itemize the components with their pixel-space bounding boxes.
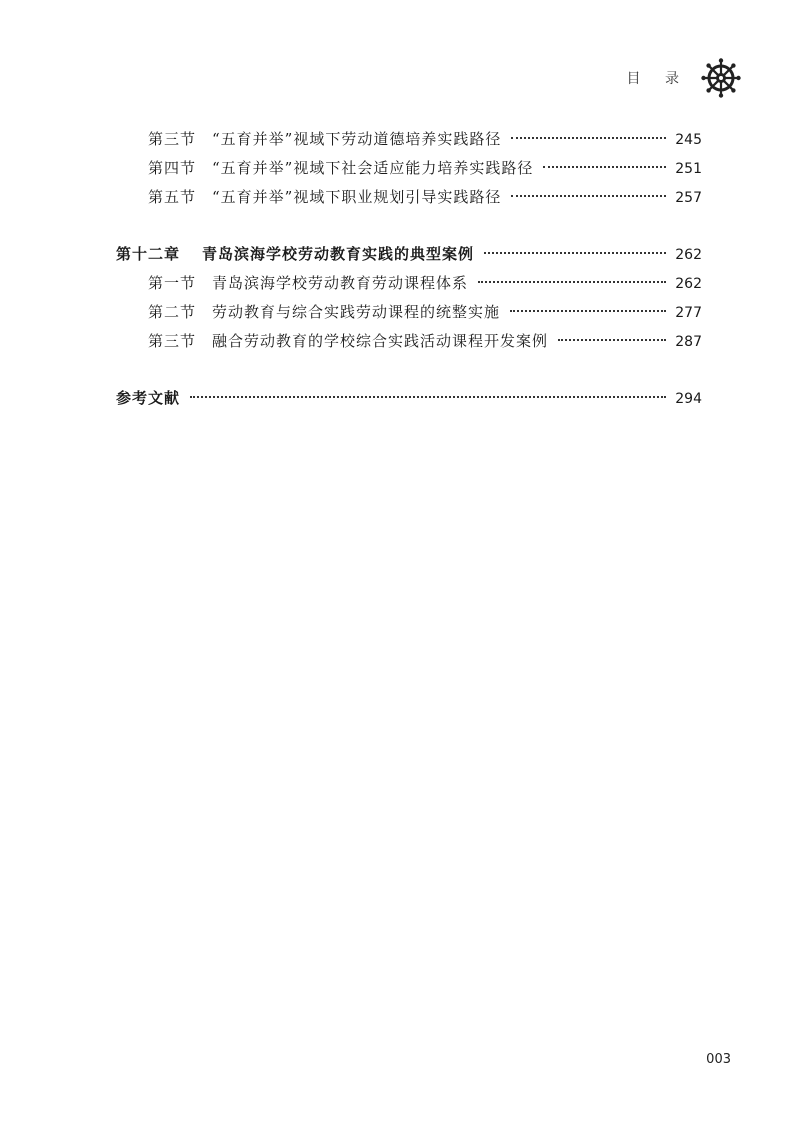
- toc-chapter-entry[interactable]: [116, 240, 702, 269]
- toc-entry-page: 251: [675, 161, 702, 177]
- toc-entry-title: 青岛滨海学校劳动教育劳动课程体系: [212, 274, 469, 292]
- toc-bibliography-entry[interactable]: [116, 384, 702, 413]
- toc-entry-page: 262: [675, 276, 702, 292]
- toc-chapter-number: 第十二章: [116, 245, 181, 263]
- toc-entry-page: 277: [675, 305, 702, 321]
- toc-entry[interactable]: [116, 183, 702, 212]
- toc-entry-number: 第二节: [148, 303, 197, 321]
- dot-leader: [558, 339, 666, 341]
- toc-entry[interactable]: [116, 327, 702, 356]
- table-of-contents: [116, 125, 702, 413]
- toc-entry-number: 第五节: [148, 188, 197, 206]
- toc-entry-title: “五育并举”视域下社会适应能力培养实践路径: [212, 159, 534, 177]
- dot-leader: [478, 281, 666, 283]
- toc-entry-page: 257: [675, 190, 702, 206]
- toc-entry-title: 融合劳动教育的学校综合实践活动课程开发案例: [212, 332, 549, 350]
- dot-leader: [511, 137, 666, 139]
- toc-entry-title: “五育并举”视域下职业规划引导实践路径: [212, 188, 502, 206]
- toc-bibliography-title: 参考文献: [116, 389, 181, 407]
- toc-chapter-page: 262: [675, 247, 702, 263]
- toc-entry-number: 第三节: [148, 332, 197, 350]
- page-number: 003: [706, 1052, 731, 1067]
- toc-entry[interactable]: [116, 269, 702, 298]
- toc-entry-number: 第四节: [148, 159, 197, 177]
- dot-leader: [510, 310, 666, 312]
- toc-entry-number: 第一节: [148, 274, 197, 292]
- toc-entry[interactable]: [116, 298, 702, 327]
- dot-leader: [484, 252, 666, 254]
- toc-entry-page: 245: [675, 132, 702, 148]
- header-title: 目 录: [626, 71, 689, 87]
- running-header: [627, 56, 741, 100]
- toc-entry[interactable]: [116, 154, 702, 183]
- dot-leader: [543, 166, 666, 168]
- toc-bibliography-page: 294: [675, 391, 702, 407]
- dot-leader: [190, 396, 666, 398]
- toc-entry-page: 287: [675, 334, 702, 350]
- toc-entry-title: “五育并举”视域下劳动道德培养实践路径: [212, 130, 502, 148]
- dot-leader: [511, 195, 666, 197]
- toc-entry-title: 劳动教育与综合实践劳动课程的统整实施: [212, 303, 501, 321]
- toc-entry-number: 第三节: [148, 130, 197, 148]
- toc-entry[interactable]: [116, 125, 702, 154]
- toc-chapter-title: 青岛滨海学校劳动教育实践的典型案例: [202, 245, 475, 263]
- ship-wheel-icon: [701, 58, 741, 98]
